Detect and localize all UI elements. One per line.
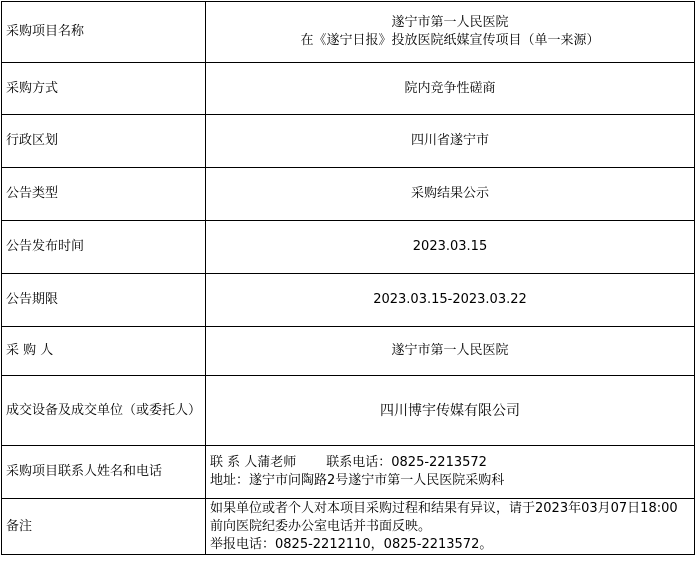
value-publish-time: 2023.03.15 [206, 221, 695, 274]
label-procurement-method: 采购方式 [2, 63, 206, 115]
label-region: 行政区划 [2, 115, 206, 168]
value-notice-type: 采购结果公示 [206, 168, 695, 221]
value-winning-bidder: 四川博宇传媒有限公司 [206, 376, 695, 446]
row-project-name [2, 2, 695, 63]
value-procurement-method: 院内竞争性磋商 [206, 63, 695, 115]
label-notice-period: 公告期限 [2, 274, 206, 327]
row-region [2, 115, 695, 168]
contact-address: 地址：遂宁市问陶路2号遂宁市第一人民医院采购科 [210, 473, 505, 488]
label-winning-bidder: 成交设备及成交单位（或委托人） [2, 376, 206, 446]
value-project-name [206, 2, 695, 63]
remarks-report-phone: 举报电话：0825-2212110，0825-2213572。 [210, 536, 493, 552]
value-contact [206, 446, 695, 499]
label-contact: 采购项目联系人姓名和电话 [2, 446, 206, 499]
label-remarks: 备注 [2, 499, 206, 555]
row-publish-time [2, 221, 695, 274]
project-name-line-1: 遂宁市第一人民医院 [391, 15, 509, 30]
row-purchaser [2, 327, 695, 376]
remarks-note: 如果单位或者个人对本项目采购过程和结果有异议，请于2023年03月07日18:00前向医院纪委办公室电话并书面反映。 [210, 500, 678, 534]
row-contact [2, 446, 695, 499]
value-region: 四川省遂宁市 [206, 115, 695, 168]
contact-phone: 联系电话：0825-2213572 [326, 455, 487, 470]
procurement-result-table [1, 1, 695, 555]
value-remarks [206, 499, 695, 555]
label-purchaser: 采 购 人 [2, 327, 206, 376]
value-purchaser: 遂宁市第一人民医院 [206, 327, 695, 376]
contact-name: 联 系 人蒲老师 [210, 455, 297, 470]
row-remarks [2, 499, 695, 555]
value-notice-period: 2023.03.15-2023.03.22 [206, 274, 695, 327]
row-winning-bidder [2, 376, 695, 446]
row-notice-period [2, 274, 695, 327]
contact-line [210, 454, 690, 472]
label-project-name: 采购项目名称 [2, 2, 206, 63]
project-name-line-2: 在《遂宁日报》投放医院纸媒宣传项目（单一来源） [300, 33, 600, 48]
row-procurement-method [2, 63, 695, 115]
label-publish-time: 公告发布时间 [2, 221, 206, 274]
label-notice-type: 公告类型 [2, 168, 206, 221]
row-notice-type [2, 168, 695, 221]
